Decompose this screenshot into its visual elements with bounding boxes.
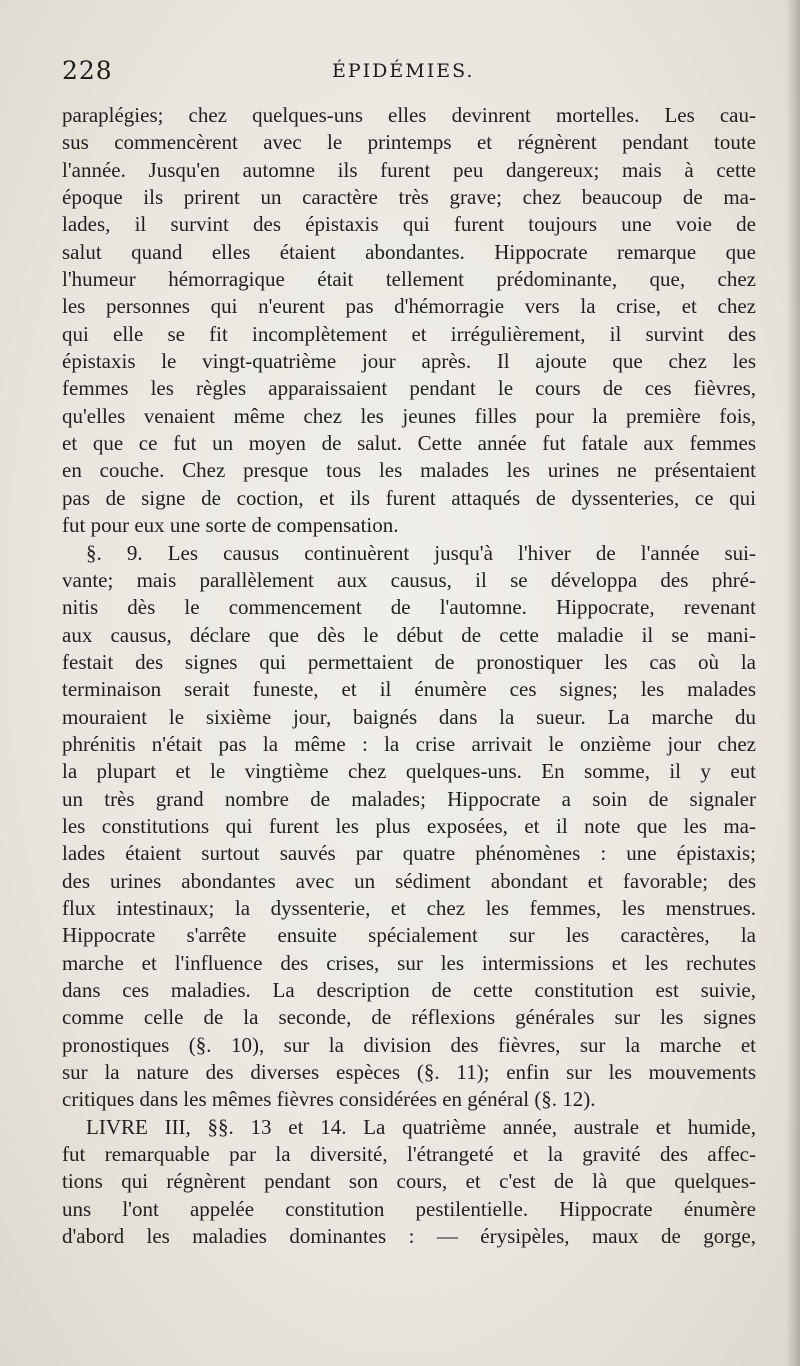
text-line: aux causus, déclare que dès le début de cette maladie il se mani- — [62, 622, 756, 647]
text-line: l'année. Jusqu'en automne ils furent peu dangereux; mais à cette — [62, 157, 756, 182]
text-line: un très grand nombre de malades; Hippocrate a soin de signaler — [62, 786, 756, 811]
text-line: épistaxis le vingt-quatrième jour après. Il ajoute que chez les — [62, 349, 756, 374]
text-line: et que ce fut un moyen de salut. Cette année fut fatale aux femmes — [62, 431, 756, 456]
text-line: Hippocrate s'arrête ensuite spécialement sur les caractères, la — [62, 923, 756, 948]
text-line: phrénitis n'était pas la même : la crise arrivait le onzième jour chez — [62, 731, 756, 756]
paragraph-start-line: LIVRE III, §§. 13 et 14. La quatrième année, australe et humide, — [86, 1114, 756, 1139]
text-line: pas de signe de coction, et ils furent attaqués de dyssenteries, ce qui — [62, 485, 756, 510]
text-line: festait des signes qui permettaient de pronostiquer les cas où la — [62, 649, 756, 674]
text-line: qui elle se fit incomplètement et irrégulièrement, il survint des — [62, 321, 756, 346]
text-line: fut remarquable par la diversité, l'étrangeté et la gravité des affec- — [62, 1142, 756, 1167]
text-line: en couche. Chez presque tous les malades les urines ne présentaient — [62, 458, 756, 483]
text-line: salut quand elles étaient abondantes. Hippocrate remarque que — [62, 239, 756, 264]
page-number: 228 — [62, 56, 113, 85]
text-line: des urines abondantes avec un sédiment abondant et favorable; des — [62, 868, 756, 893]
running-title: ÉPIDÉMIES. — [332, 60, 475, 82]
text-line: époque ils prirent un caractère très grave; chez beaucoup de ma- — [62, 185, 756, 210]
text-line: marche et l'influence des crises, sur les intermissions et les rechutes — [62, 950, 756, 975]
text-line: qu'elles venaient même chez les jeunes filles pour la première fois, — [62, 403, 756, 428]
text-line: flux intestinaux; la dyssenterie, et chez les femmes, les menstrues. — [62, 895, 756, 920]
text-line: les constitutions qui furent les plus exposées, et il note que les ma- — [62, 813, 756, 838]
text-line: lades, il survint des épistaxis qui furent toujours une voie de — [62, 212, 756, 237]
text-line: vante; mais parallèlement aux causus, il se développa des phré- — [62, 567, 756, 592]
text-line: mouraient le sixième jour, baignés dans la sueur. La marche du — [62, 704, 756, 729]
text-line: sur la nature des diverses espèces (§. 11); enfin sur les mouvements — [62, 1060, 756, 1085]
text-line: fut pour eux une sorte de compensation. — [62, 513, 399, 538]
text-line: paraplégies; chez quelques-uns elles devinrent mortelles. Les cau- — [62, 103, 756, 127]
text-line: uns l'ont appelée constitution pestilentielle. Hippocrate énumère — [62, 1196, 756, 1221]
text-line: dans ces maladies. La description de cette constitution est suivie, — [62, 978, 756, 1002]
text-line: les personnes qui n'eurent pas d'hémorragie vers la crise, et chez — [62, 294, 756, 319]
text-line: d'abord les maladies dominantes : — érysipèles, maux de gorge, — [62, 1224, 756, 1249]
text-line: critiques dans les mêmes fièvres considérées en général (§. 12). — [62, 1087, 596, 1112]
text-line: la plupart et le vingtième chez quelques-uns. En somme, il y eut — [62, 759, 756, 784]
text-line: terminaison serait funeste, et il énumère ces signes; les malades — [62, 677, 756, 702]
text-line: tions qui régnèrent pendant son cours, et c'est de là que quelques- — [62, 1169, 756, 1194]
paragraph-start-line: §. 9. Les causus continuèrent jusqu'à l'hiver de l'année sui- — [86, 540, 756, 565]
page-gutter-shadow — [786, 0, 800, 1366]
text-line: pronostiques (§. 10), sur la division des fièvres, sur la marche et — [62, 1032, 756, 1057]
text-line: lades étaient surtout sauvés par quatre phénomènes : une épistaxis; — [62, 841, 756, 866]
text-line: comme celle de la seconde, de réflexions générales sur les signes — [62, 1005, 756, 1030]
text-line: sus commencèrent avec le printemps et régnèrent pendant toute — [62, 130, 756, 155]
body-text — [62, 102, 756, 1250]
text-line: nitis dès le commencement de l'automne. Hippocrate, revenant — [62, 595, 756, 620]
page-header — [62, 56, 760, 96]
text-line: femmes les règles apparaissaient pendant le cours de ces fièvres, — [62, 376, 756, 401]
text-line: l'humeur hémorragique était tellement prédominante, que, chez — [62, 267, 756, 292]
